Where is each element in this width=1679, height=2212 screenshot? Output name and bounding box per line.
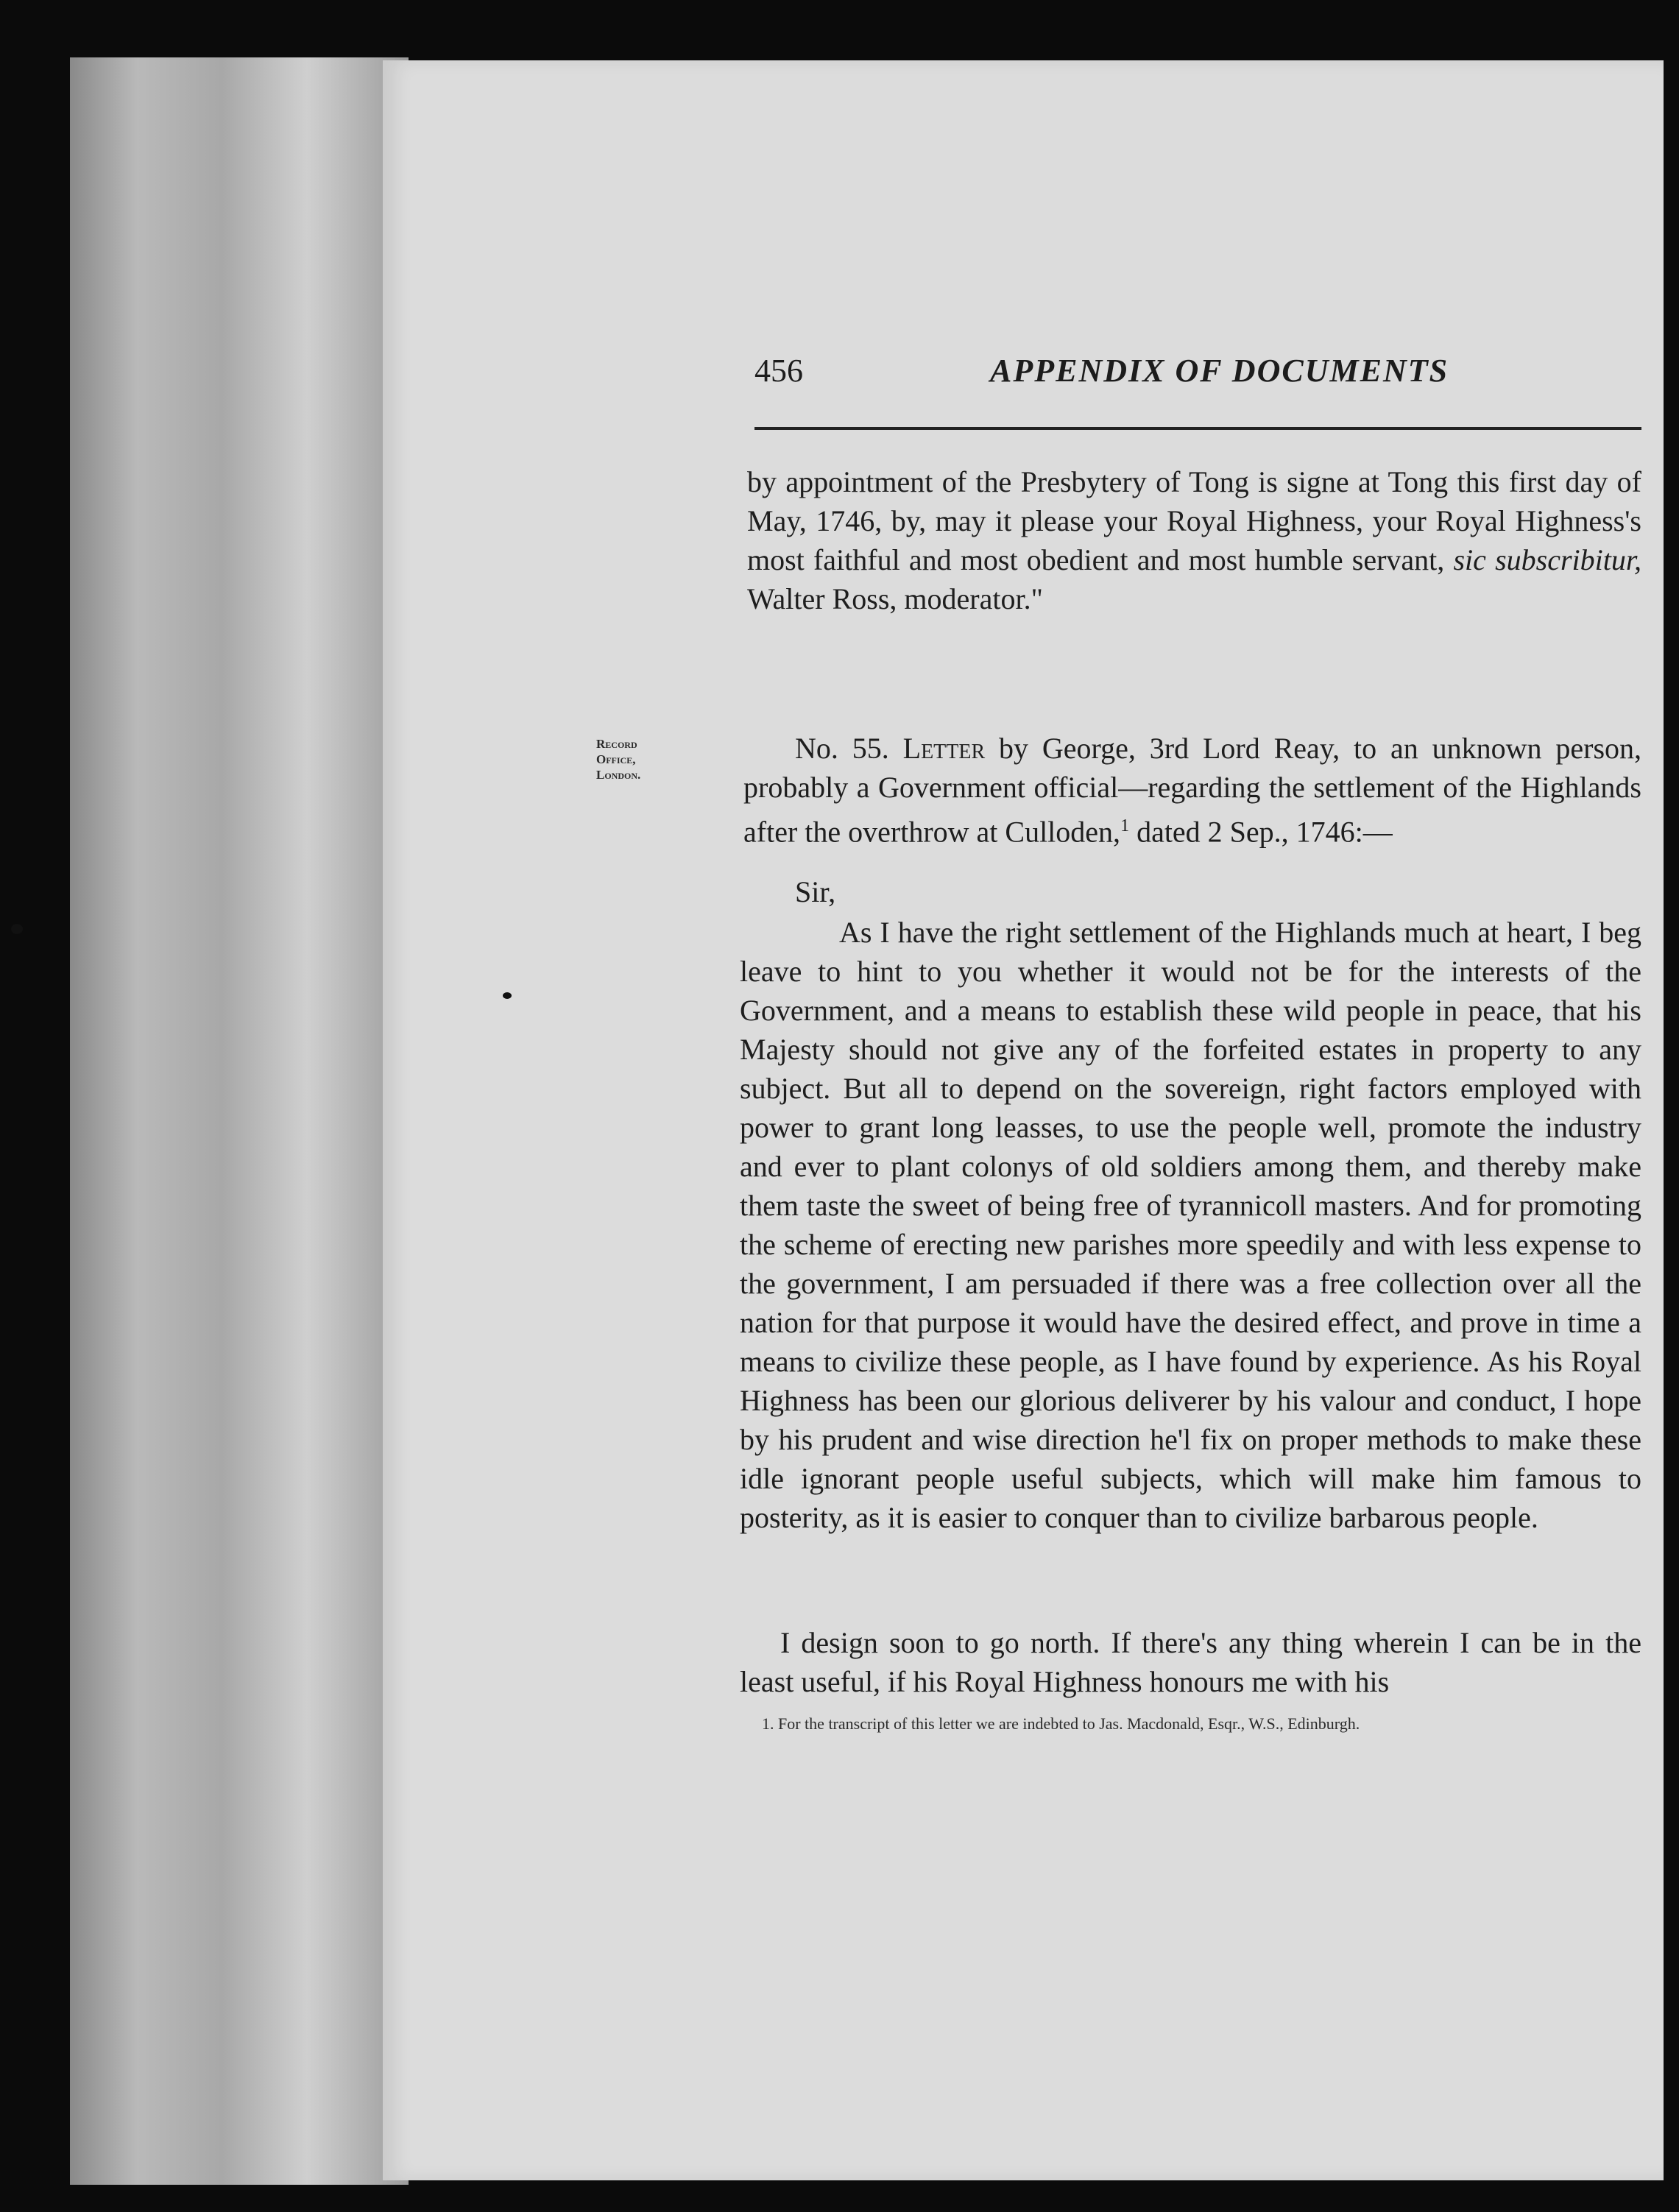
header-rule	[754, 427, 1641, 430]
margin-note-line: Record	[596, 737, 637, 751]
page-number: 456	[754, 353, 803, 389]
document-title-word: Letter	[902, 732, 986, 765]
footnote-mark: 1	[1120, 816, 1130, 835]
document-number: No. 55.	[795, 732, 889, 765]
page-header	[754, 352, 1641, 396]
letter-salutation: Sir,	[795, 875, 836, 908]
document-description: by George, 3rd Lord Reay, to an unknown person, probably a Government official—regarding the settlement of the Highlands after the overthrow at Culloden,	[743, 732, 1642, 849]
letter-paragraph-2: I design soon to go north. If there's any thing wherein I can be in the least useful, if his Royal Highness honours me with his	[740, 1626, 1641, 1698]
document-date: dated 2 Sep., 1746:—	[1137, 815, 1393, 849]
continuation-signature: Walter Ross, moderator."	[747, 582, 1043, 615]
continuation-italic: sic subscribitur,	[1453, 543, 1642, 576]
ink-spot	[11, 924, 23, 934]
continuation-paragraph	[747, 462, 1641, 618]
continuation-text: by appointment of the Presbytery of Tong is signe at Tong this first day of May, 1746, by, may it please your Royal Highness, your Royal Highness's most faithful and most obedient and most humble servant,	[747, 465, 1641, 576]
margin-note-line: Office,	[596, 752, 636, 766]
ink-spot	[503, 992, 512, 999]
document-heading	[743, 729, 1641, 851]
footnote: 1. For the transcript of this letter we are indebted to Jas. Macdonald, Esqr., W.S., Edinburgh.	[762, 1714, 1360, 1733]
margin-note	[596, 736, 707, 782]
running-title: APPENDIX OF DOCUMENTS	[990, 353, 1449, 389]
letter-paragraph-1: As I have the right settlement of the Highlands much at heart, I beg leave to hint to you whether it would not be for the interests of the Government, and a means to establish these wild people in peace, that his Majesty should not give any of the forfeited estates in property to any subject. But all to depend on the sovereign, right factors employed with power to grant long leasses, to use the people well, promote the industry and ever to plant colonys of old soldiers among them, and thereby make them taste the sweet of being free of tyrannicoll masters. And for promoting the scheme of erecting new parishes more speedily and with less expense to the government, I am persuaded if there was a free collection over all the nation for that purpose it would have the desired effect, and prove in time a means to civilize these people, as I have found by experience. As his Royal Highness has been our glorious deliverer by his valour and conduct, I hope by his prudent and wise direction he'l fix on proper methods to make these idle ignorant people useful subjects, which will make him famous to posterity, as it is easier to conquer than to civilize barbarous people.	[740, 916, 1641, 1534]
book-edge	[70, 57, 409, 2185]
margin-note-line: London.	[596, 768, 641, 782]
